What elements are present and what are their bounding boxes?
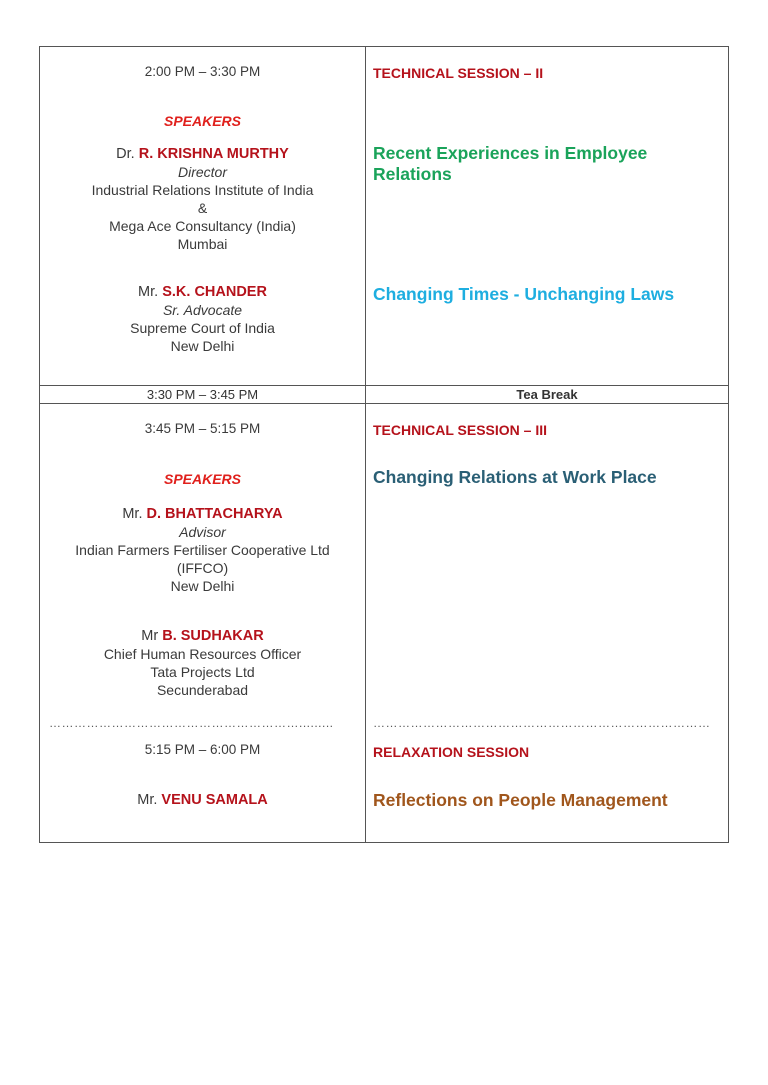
speaker-prefix: Mr.: [137, 792, 158, 808]
block1-speaker1-line: Mega Ace Consultancy (India): [109, 218, 296, 234]
block2-speaker2-line: Secunderabad: [156, 682, 249, 698]
block3-speaker: [40, 791, 365, 809]
block1-speaker2: [40, 283, 365, 301]
block1-speaker1-line: Industrial Relations Institute of India: [91, 182, 314, 198]
block1-speaker2-line: Supreme Court of India: [130, 320, 275, 336]
block1-topic2: Changing Times - Unchanging Laws: [373, 284, 675, 304]
speaker-prefix: Mr: [141, 628, 159, 644]
block2-speaker2-line: Chief Human Resources Officer: [103, 646, 302, 662]
column-divider: [365, 46, 366, 843]
block2-speaker1-role: Advisor: [179, 524, 226, 540]
row-divider-bottom: [39, 403, 729, 404]
block2-speaker2: [40, 627, 365, 645]
block1-speakers-heading: SPEAKERS: [163, 113, 242, 129]
block2-speaker1: [40, 505, 365, 523]
block2-session-title: TECHNICAL SESSION – III: [373, 422, 547, 438]
block1-speaker2-role: Sr. Advocate: [162, 302, 243, 318]
block2-topic: Changing Relations at Work Place: [373, 467, 657, 487]
block1-topic1: Recent Experiences in Employee Relations: [373, 143, 648, 184]
dotted-separator-left: …………………………………………………….........: [49, 716, 334, 730]
speaker-name: R. KRISHNA MURTHY: [138, 146, 289, 162]
block3-session-title: RELAXATION SESSION: [373, 744, 530, 760]
block2-time: 3:45 PM – 5:15 PM: [144, 421, 261, 436]
speaker-name: S.K. CHANDER: [162, 284, 267, 300]
block1-speaker1: [40, 145, 365, 163]
block3-time: 5:15 PM – 6:00 PM: [144, 742, 261, 757]
tea-break-label: Tea Break: [516, 387, 578, 402]
block2-speaker1-line: (IFFCO): [176, 560, 229, 576]
tea-time: 3:30 PM – 3:45 PM: [146, 387, 259, 402]
block1-speaker1-role: Director: [177, 164, 227, 180]
speaker-name: B. SUDHAKAR: [162, 628, 264, 644]
block1-session-title: TECHNICAL SESSION – II: [373, 65, 544, 81]
dotted-separator-right: ………………………………………………………………………: [373, 716, 711, 730]
block1-time: 2:00 PM – 3:30 PM: [144, 64, 261, 79]
block2-speaker1-line: Indian Farmers Fertiliser Cooperative Ltd: [75, 542, 330, 558]
speaker-prefix: Mr.: [138, 284, 159, 300]
speaker-prefix: Dr.: [116, 146, 135, 162]
speaker-name: D. BHATTACHARYA: [146, 506, 283, 522]
block1-speaker1-line: &: [197, 200, 208, 216]
block1-speaker1-line: Mumbai: [177, 236, 228, 252]
row-divider-top: [39, 385, 729, 386]
speaker-name: VENU SAMALA: [161, 792, 268, 808]
block3-topic: Reflections on People Management: [373, 790, 668, 810]
block1-speaker2-line: New Delhi: [170, 338, 235, 354]
block2-speaker2-line: Tata Projects Ltd: [150, 664, 255, 680]
speaker-prefix: Mr.: [122, 506, 143, 522]
block2-speakers-heading: SPEAKERS: [163, 471, 242, 487]
block2-speaker1-line: New Delhi: [170, 578, 235, 594]
